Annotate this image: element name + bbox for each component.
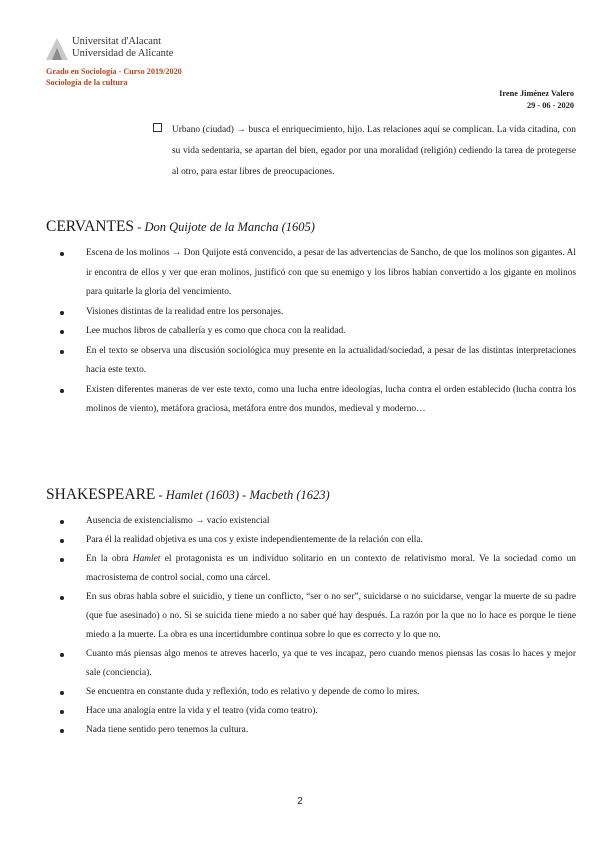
bullet-icon [60,558,64,562]
university-name-line2: Universidad de Alicante [72,48,174,59]
section-cervantes [46,216,576,420]
bullet-icon [60,330,64,334]
list-item-text: Nada tiene sentido pero tenemos la cultura. [86,725,249,735]
checkbox-item-text: Urbano (ciudad) → busca el enriquecimiento, hijo. Las relaciones aquí se complican. La vida citadina, con su vida sedentaria, se apartan del bien, egador por una moralidad (religión) cediendo la tarea de protegerse al otro, para estar libres de preocupaciones. [172,125,576,177]
list-item [46,381,576,420]
list-item [46,588,576,645]
list-item [46,244,576,303]
list-item-text: Hace una analogía entre la vida y el teatro (vida como teatro). [86,706,318,716]
author-heading-work: - Don Quijote de la Mancha (1605) [134,220,315,234]
page-number: 2 [297,796,303,807]
course-info [46,66,182,88]
list-item-text: Ausencia de existencialismo → vacío existencial [86,516,270,526]
university-name [72,36,173,60]
list-item [46,322,576,342]
list-item [46,550,576,588]
bullet-icon [60,710,64,714]
author-heading-work: - Hamlet (1603) - Macbeth (1623) [155,488,330,502]
bullet-list [46,244,576,420]
bullet-icon [60,729,64,733]
list-item-text: Lee muchos libros de caballería y es como que choca con la realidad. [86,326,346,336]
list-item-text: Existen diferentes maneras de ver este texto, como una lucha entre ideologías, lucha contra el orden establecido (lucha contra los molinos de viento), metáfora graciosa, metáfora entre dos mundos, medieval y moderno… [86,384,576,414]
bullet-icon [60,596,64,600]
author-name: Irene Jiménez Valero [499,89,574,98]
list-item [46,531,576,550]
list-item [46,303,576,323]
bullet-icon [60,311,64,315]
hamlet-italic: Hamlet [132,554,161,564]
section-heading [46,484,576,506]
document-date: 29 - 06 - 2020 [526,101,574,110]
section-shakespeare [46,484,576,740]
list-item [46,645,576,683]
list-item-text-a: En la obra [86,554,133,564]
bullet-icon [60,653,64,657]
course-line2: Sociología de la cultura [46,78,128,87]
bullet-icon [60,350,64,354]
author-heading-name: CERVANTES [46,218,135,235]
list-item [46,512,576,531]
checkbox-list-item [156,120,576,183]
section-heading [46,216,576,238]
list-item-text-b: el protagonista es un individuo solitario en un contexto de relativismo moral. Ve la sociedad como un macrosistema de control social, como una cárcel. [86,554,576,583]
bullet-list [46,512,576,740]
author-heading-name: SHAKESPEARE [46,486,156,503]
list-item-text: Para él la realidad objetiva es una cos y existe independientemente de la relación con ella. [86,535,423,545]
list-item-text: Escena de los molinos → Don Quijote está convencido, a pesar de las advertencias de Sancho, de que los molinos son gigantes. Al ir encontra de ellos y ver que eran molinos, justificó con que su enemigo y los libros habían convertido a los gigante en molinos para quitarle la gloria del vencimiento. [86,248,576,297]
bullet-icon [60,539,64,543]
list-item [46,342,576,381]
list-item-text: Se encuentra en constante duda y reflexión, todo es relativo y depende de como lo mires. [86,687,420,697]
list-item [46,721,576,740]
bullet-icon [60,252,64,256]
list-item-text: Cuanto más piensas algo menos te atreves hacerlo, ya que te ves incapaz, pero cuando menos piensas las cosas lo haces y mejor sale (conciencia). [86,649,576,678]
bullet-icon [60,691,64,695]
author-block [499,88,574,112]
list-item-text: En sus obras habla sobre el suicidio, y tiene un conflicto, “ser o no ser”, suicidarse o no suicidarse, vengar la muerte de su padre (que fue asesinado) o no. Si se suicida tiene miedo a no saber qué hay después. La razón por la que no lo hace es porque le tiene miedo a la muerte. La obra es una incertidumbre continua sobre lo que es correcto y lo que no. [86,592,576,640]
checkbox-bullet-icon [153,123,162,132]
bullet-icon [60,520,64,524]
list-item-text: Visiones distintas de la realidad entre los personajes. [86,306,284,317]
list-item [46,702,576,721]
bullet-icon [60,389,64,393]
list-item [46,683,576,702]
university-logo-icon [46,38,68,60]
university-name-line1: Universitat d'Alacant [72,36,162,47]
list-item-text: En el texto se observa una discusión sociológica muy presente en la actualidad/sociedad, a pesar de las distintas interpretaciones hacia este texto. [86,345,576,375]
course-line1: Grado en Sociología - Curso 2019/2020 [46,67,182,76]
